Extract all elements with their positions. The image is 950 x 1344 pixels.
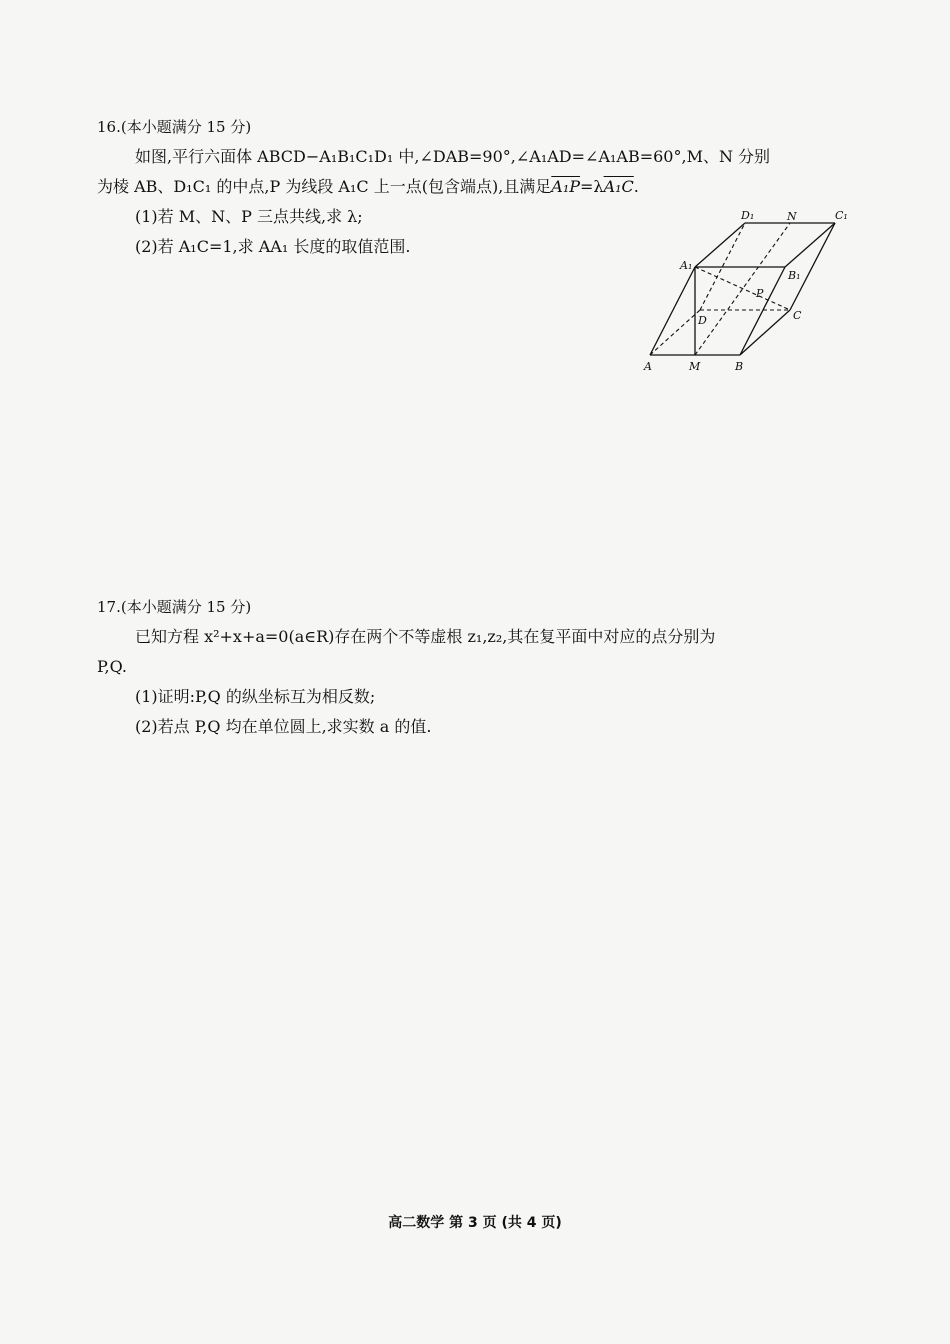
- label-n: N: [787, 210, 797, 223]
- question-16-intro-text: 为棱 AB、D₁C₁ 的中点,P 为线段 A₁C 上一点(包含端点),且满足: [97, 177, 552, 196]
- edge-cc1: [790, 223, 835, 310]
- question-17-part-2: (2)若点 P,Q 均在单位圆上,求实数 a 的值.: [135, 717, 432, 736]
- segment-a1c-hidden: [695, 267, 790, 310]
- parallelepiped-figure: [635, 205, 865, 380]
- edge-bb1: [740, 267, 785, 355]
- edge-b1c1: [785, 223, 835, 267]
- question-17-intro-line-2: P,Q.: [97, 657, 128, 676]
- page-footer: 高二数学 第 3 页 (共 4 页): [388, 1215, 562, 1231]
- label-d1: D₁: [741, 209, 755, 222]
- vector-a1p: A₁P: [551, 177, 581, 196]
- period: .: [633, 177, 639, 196]
- label-m: M: [689, 360, 701, 373]
- label-d: D: [698, 314, 707, 327]
- question-17: [97, 592, 867, 742]
- label-a: A: [644, 360, 652, 373]
- question-17-heading: 17.(本小题满分 15 分): [97, 598, 252, 616]
- vector-a1c: A₁C: [603, 177, 634, 196]
- question-16-intro-line-1: 如图,平行六面体 ABCD−A₁B₁C₁D₁ 中,∠DAB=90°,∠A₁AD=∠A₁AB=60°,M、N 分别: [135, 147, 771, 166]
- equals-lambda: =λ: [580, 177, 604, 196]
- question-16-part-2: (2)若 A₁C=1,求 AA₁ 长度的取值范围.: [135, 237, 411, 256]
- label-c: C: [793, 309, 802, 322]
- label-c1: C₁: [835, 209, 848, 222]
- label-a1: A₁: [680, 259, 693, 272]
- label-p: P: [756, 287, 764, 300]
- question-17-part-1: (1)证明:P,Q 的纵坐标互为相反数;: [135, 687, 376, 706]
- question-16-part-1: (1)若 M、N、P 三点共线,求 λ;: [135, 207, 363, 226]
- edge-aa1: [650, 267, 695, 355]
- edge-a1d1: [695, 223, 745, 267]
- edge-ad-hidden: [650, 310, 700, 355]
- question-16-intro-line-2: [97, 172, 867, 202]
- question-17-intro-line-1: 已知方程 x²+x+a=0(a∈R)存在两个不等虚根 z₁,z₂,其在复平面中对应的点分别为: [135, 627, 716, 646]
- label-b1: B₁: [788, 269, 801, 282]
- edge-bc: [740, 310, 790, 355]
- label-b: B: [735, 360, 744, 373]
- question-16-heading: 16.(本小题满分 15 分): [97, 118, 252, 136]
